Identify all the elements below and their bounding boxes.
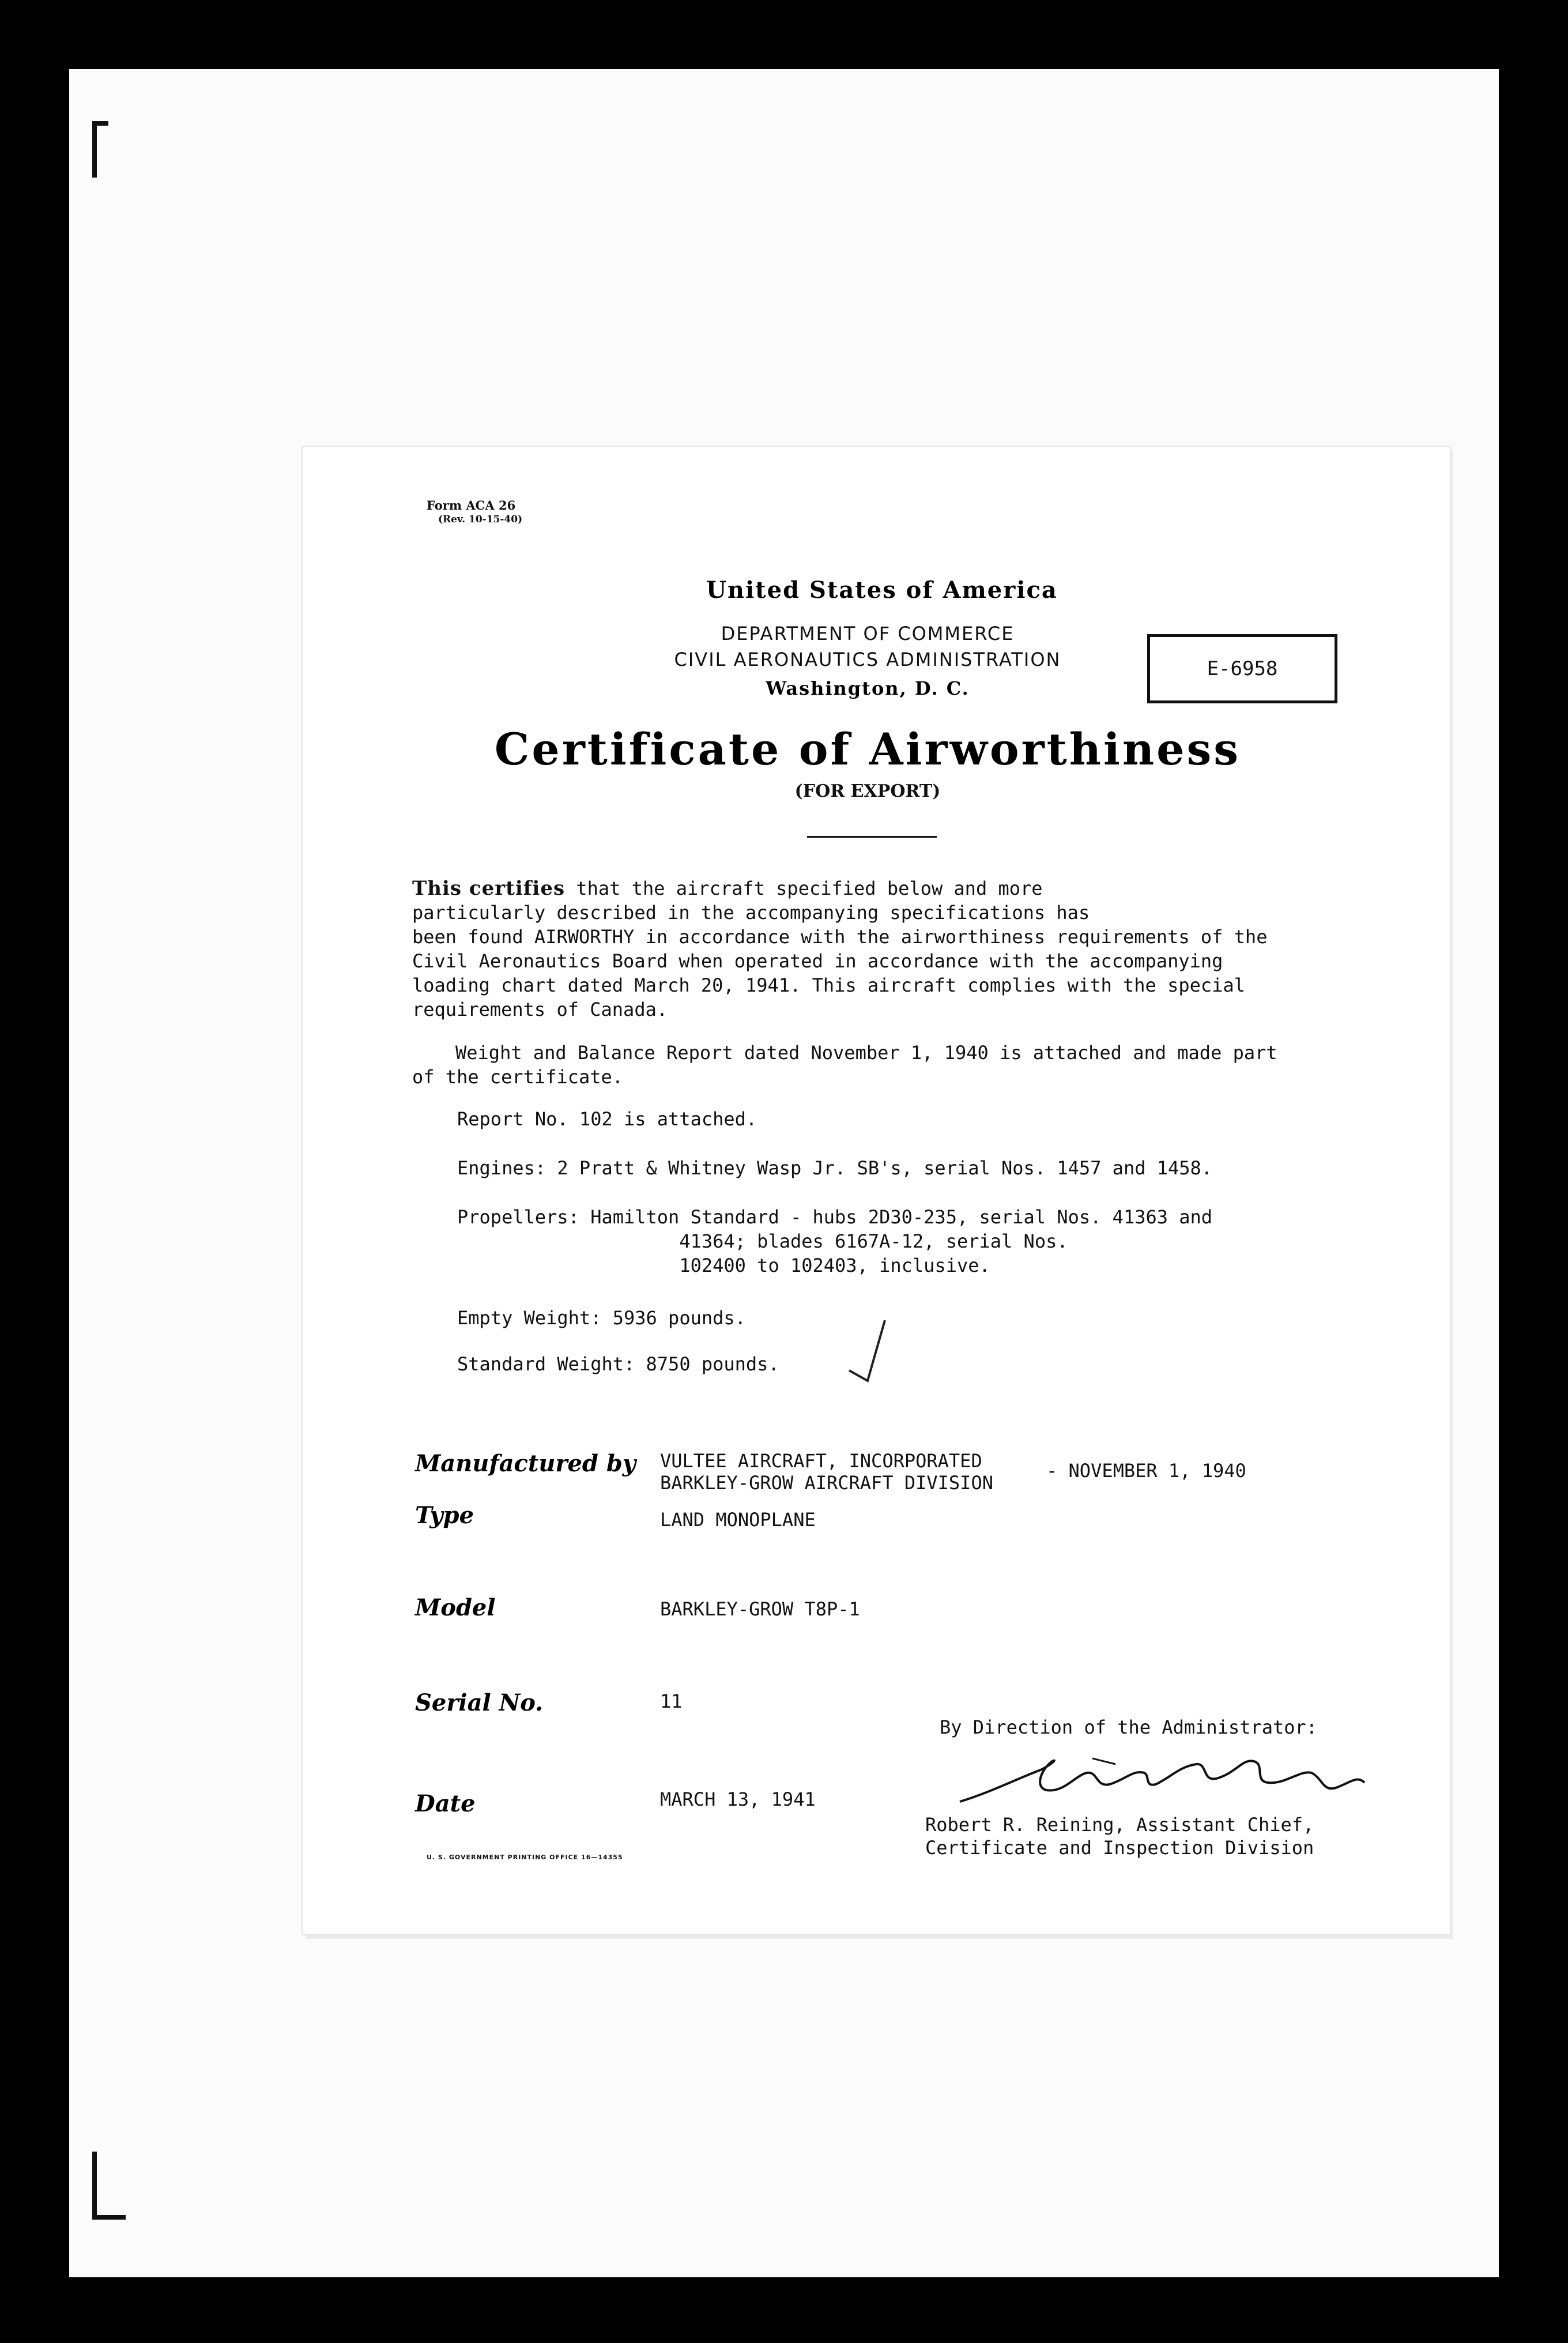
serial-no-value: 11 [660, 1690, 683, 1712]
certificate-number-box [1147, 634, 1337, 703]
crop-mark-top-left [92, 121, 108, 178]
engines-value: 2 Pratt & Whitney Wasp Jr. SB's, serial Nos. 1457 and 1458. [557, 1157, 1213, 1179]
form-number: Form ACA 26 [427, 498, 516, 513]
manufacturer-value: VULTEE AIRCRAFT, INCORPORATED BARKLEY-GROW AIRCRAFT DIVISION [660, 1450, 993, 1494]
weight-balance-paragraph: Weight and Balance Report dated November 1, 1940 is attached and made part of the certificate. [412, 1042, 1277, 1088]
report-line: Report No. 102 is attached. [457, 1108, 757, 1130]
date-label: Date [415, 1790, 476, 1817]
administration-name: CIVIL AERONAUTICS ADMINISTRATION [674, 649, 1061, 670]
date-value: MARCH 13, 1941 [660, 1788, 816, 1810]
manufactured-by-label: Manufactured by [415, 1450, 636, 1477]
form-id [427, 499, 522, 526]
certificate-title: Certificate of Airworthiness [494, 724, 1241, 775]
crop-mark-bottom-left [92, 2152, 126, 2220]
manufacture-date: - NOVEMBER 1, 1940 [1046, 1460, 1246, 1482]
signatory-name: Robert R. Reining, Assistant Chief, [925, 1814, 1314, 1836]
standard-weight-value: 8750 pounds. [646, 1353, 779, 1375]
empty-weight-line [457, 1306, 746, 1330]
engines-label: Engines: [457, 1157, 546, 1179]
signatory-division: Certificate and Inspection Division [925, 1837, 1314, 1859]
certificate-number: E-6958 [1207, 657, 1278, 680]
certification-paragraph: This certifies that the aircraft specified below and more particularly described in the accompanying specifications has been found AIRWORTHY in accordance with the airworthiness requirements of the Civil Aeronautics Board when operated in accordance with the accompanying loading chart dated March 20, 1941. This aircraft complies with the special requirements of Canada. [412, 877, 1268, 1020]
empty-weight-label: Empty Weight: [457, 1307, 602, 1329]
serial-no-label: Serial No. [415, 1689, 544, 1716]
engines-line [457, 1156, 1212, 1180]
department-name: DEPARTMENT OF COMMERCE [721, 623, 1015, 645]
model-value: BARKLEY-GROW T8P-1 [660, 1598, 860, 1620]
standard-weight-line [457, 1352, 779, 1376]
empty-weight-value: 5936 pounds. [612, 1307, 746, 1329]
type-value: LAND MONOPLANE [660, 1509, 816, 1531]
model-label: Model [415, 1594, 496, 1621]
type-label: Type [415, 1502, 474, 1529]
form-revision: (Rev. 10-15-40) [438, 514, 523, 525]
certificate-sheet [303, 447, 1450, 1934]
direction-line: By Direction of the Administrator: [940, 1716, 1318, 1738]
printer-imprint: U. S. GOVERNMENT PRINTING OFFICE 16—14355 [427, 1854, 623, 1861]
signatory-block [925, 1813, 1314, 1859]
country-heading: United States of America [706, 577, 1058, 604]
lead-word: This certifies [412, 877, 566, 900]
standard-weight-label: Standard Weight: [457, 1353, 635, 1375]
check-mark [845, 1317, 891, 1392]
propellers-label: Propellers: [457, 1206, 579, 1228]
title-rule [807, 836, 937, 838]
certificate-subtitle: (FOR EXPORT) [794, 781, 941, 801]
propellers-block: Propellers: Hamilton Standard - hubs 2D30-235, serial Nos. 41363 and 41364; blades 6167A-12, serial Nos. 102400 to 102403, inclusive. [457, 1206, 1213, 1276]
handwritten-signature [954, 1747, 1369, 1810]
city-name: Washington, D. C. [766, 677, 970, 699]
